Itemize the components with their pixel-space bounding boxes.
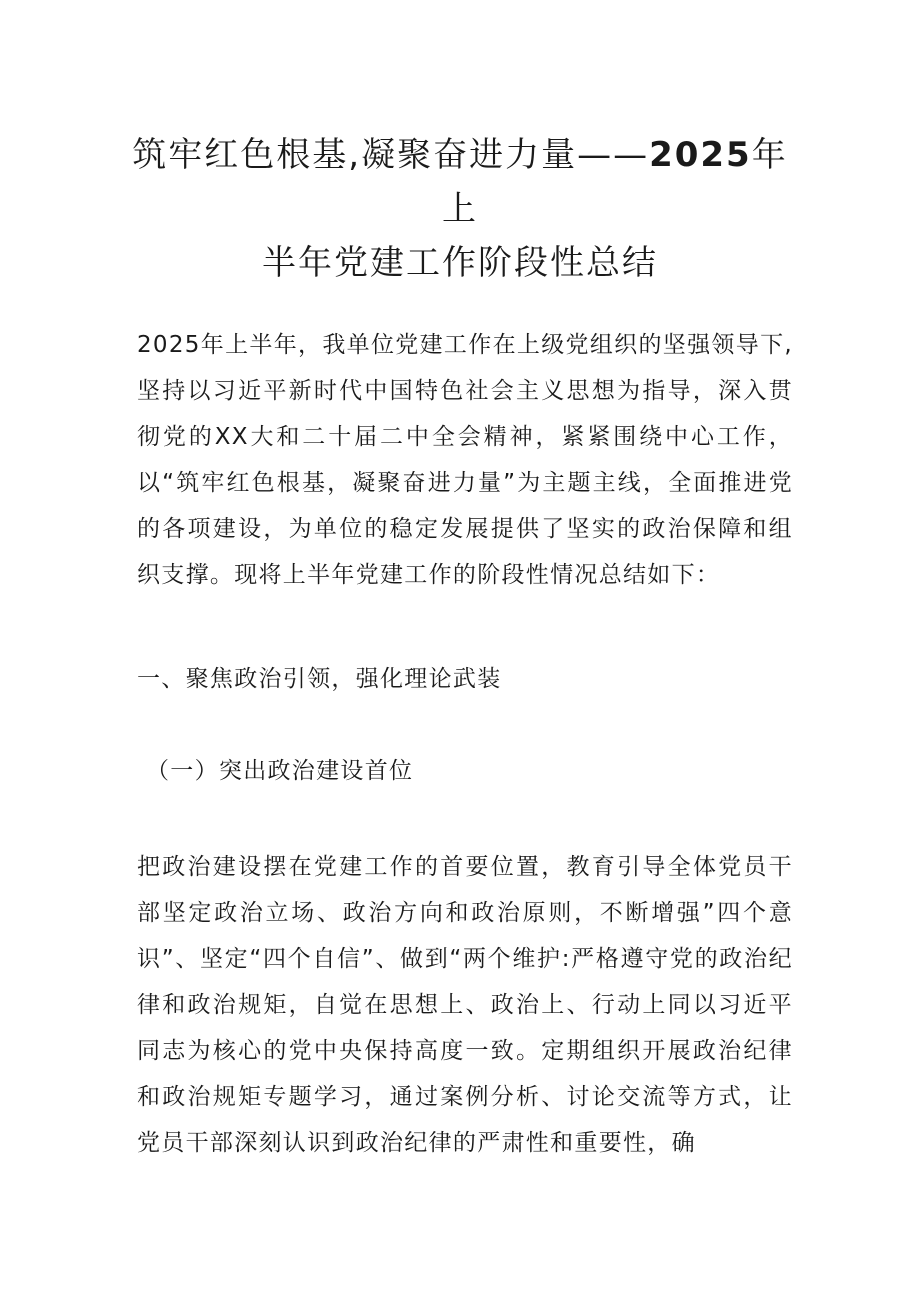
title-line1-text-a: 筑牢红色根基,凝聚奋进力量——: [132, 135, 650, 175]
subsection-1-heading: （一）突出政治建设首位: [146, 758, 414, 784]
title-year: 2025: [649, 135, 752, 175]
title-line2-text: 半年党建工作阶段性总结: [262, 243, 658, 283]
title-line1-text-b: 年上: [442, 135, 788, 229]
document-title: [120, 128, 800, 290]
section-1-heading: 一、聚焦政治引领，强化理论武装: [137, 666, 502, 692]
intro-paragraph: 2025年上半年，我单位党建工作在上级党组织的坚强领导下,坚持以习近平新时代中国特色社会主义思想为指导，深入贯彻党的XX大和二十届二中全会精神，紧紧围绕中心工作，以“筑牢红色根基，凝聚奋进力量”为主题主线，全面推进党的各项建设，为单位的稳定发展提供了坚实的政治保障和组织支撑。现将上半年党建工作的阶段性情况总结如下：: [137, 332, 793, 588]
subsection-1-paragraph: 把政治建设摆在党建工作的首要位置，教育引导全体党员干部坚定政治立场、政治方向和政治原则，不断增强”四个意识”、坚定“四个自信”、做到“两个维护:严格遵守党的政治纪律和政治规矩，自觉在思想上、政治上、行动上同以习近平同志为核心的党中央保持高度一致。定期组织开展政治纪律和政治规矩专题学习，通过案例分析、讨论交流等方式，让党员干部深刻认识到政治纪律的严肃性和重要性，确: [137, 854, 793, 1156]
